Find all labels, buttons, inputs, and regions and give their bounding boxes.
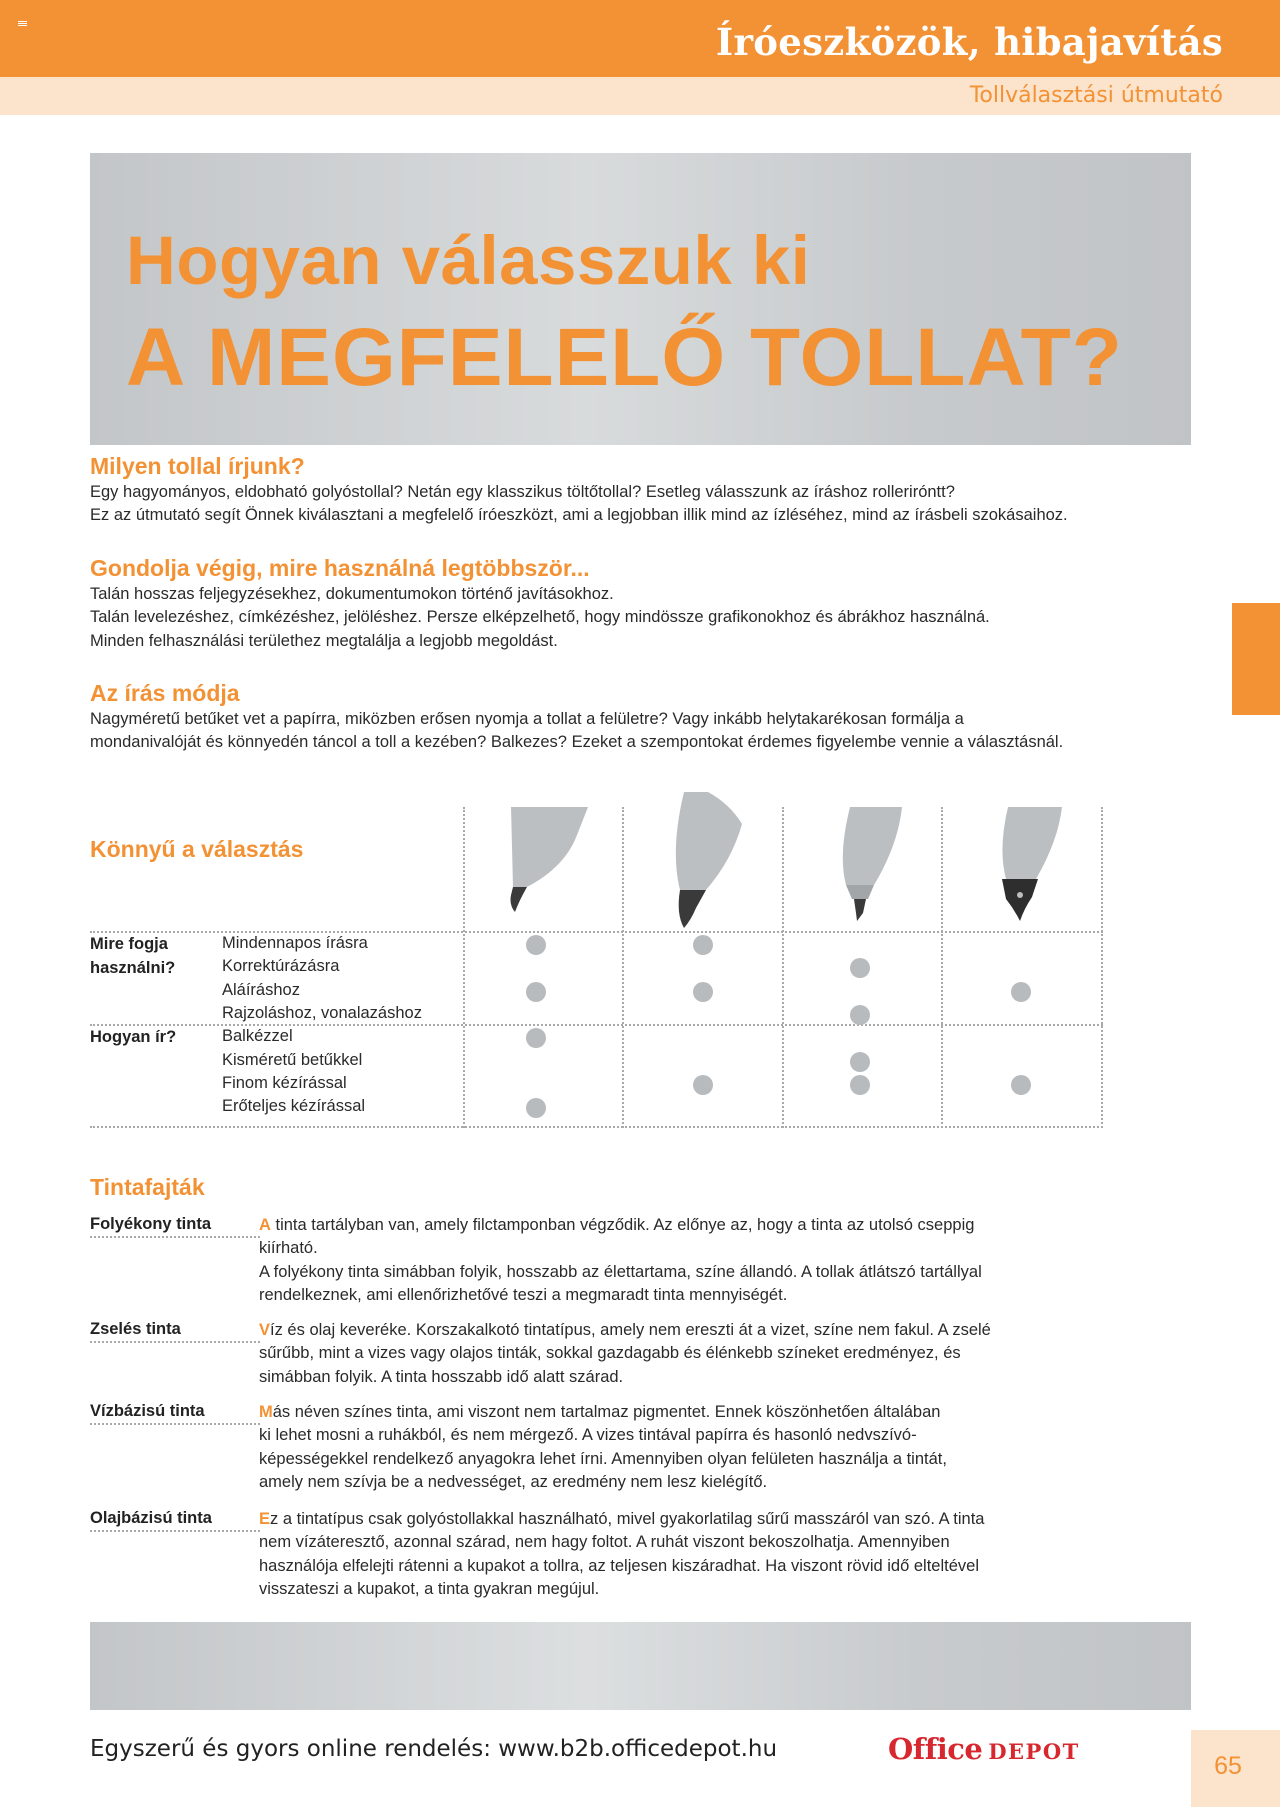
- felt-tip-pen-icon: [662, 790, 754, 930]
- ink-name: Zselés tinta: [90, 1320, 260, 1343]
- section-line: Ez az útmutató segít Önnek kiválasztani a megfelelő íróeszközt, ami a legjobban illik mind az ízléséhez, mind az írásbeli szokásaihoz.: [90, 506, 1068, 525]
- table-divider: [90, 1126, 1103, 1128]
- section-line: Talán hosszas feljegyzésekhez, dokumentumokon történő javításokhoz.: [90, 585, 614, 603]
- selection-dot: [1011, 1075, 1031, 1095]
- section-writing-style: [90, 679, 1130, 755]
- selection-dot: [693, 1075, 713, 1095]
- ink-line: z a tintatípus csak golyóstollakkal használható, mivel gyakorlatilag sűrű masszáról van szó. A tinta: [270, 1510, 985, 1528]
- ink-initial: A: [259, 1216, 271, 1234]
- ink-description: [259, 1508, 1059, 1601]
- hero-banner: [90, 153, 1191, 445]
- row-label: Aláíráshoz: [222, 981, 300, 999]
- menu-icon[interactable]: [18, 21, 27, 26]
- row-label: Rajzoláshoz, vonalazáshoz: [222, 1004, 422, 1022]
- page-subtitle: Tollválasztási útmutató: [969, 83, 1223, 108]
- ink-description: [259, 1319, 1059, 1389]
- ink-initial: M: [259, 1403, 273, 1421]
- row-label: Finom kézírással: [222, 1074, 347, 1092]
- ink-name: Vízbázisú tinta: [90, 1402, 260, 1425]
- hero-line2: A MEGFELELŐ TOLLAT?: [126, 312, 1123, 403]
- group-label-usage: [90, 932, 200, 980]
- header-bar: [0, 0, 1280, 77]
- group-label-text: Mire fogja használni?: [90, 935, 176, 977]
- selection-dot: [693, 935, 713, 955]
- fountain-pen-icon: [990, 805, 1070, 925]
- table-divider: [782, 807, 784, 1128]
- page-number-box: [1191, 1730, 1280, 1807]
- selection-dot: [850, 1075, 870, 1095]
- section-line: Minden felhasználási területhez megtalálja a legjobb megoldást.: [90, 631, 558, 650]
- ink-line: sűrűbb, mint a vizes vagy olajos tinták, sokkal gazdagabb és élénkebb színeket eredményez, és: [259, 1344, 961, 1363]
- selection-dot: [1011, 982, 1031, 1002]
- selection-dot: [526, 935, 546, 955]
- ink-line: visszateszi a kupakot, a tinta gyakran megújul.: [259, 1579, 600, 1598]
- ink-line: amely nem szívja be a nedvességet, az eredmény nem lesz kielégítő.: [259, 1472, 768, 1491]
- ink-line: kiírható.: [259, 1239, 318, 1258]
- section-line: Egy hagyományos, eldobható golyóstollal? Netán egy klasszikus töltőtollal? Esetleg válasszunk az íráshoz rolleriróntt?: [90, 483, 955, 501]
- row-label: Erőteljes kézírással: [222, 1097, 366, 1115]
- table-divider: [622, 807, 624, 1128]
- section-line: Nagyméretű betűket vet a papírra, miközben erősen nyomja a tollat a felületre? Vagy inkább helytakarékosan formálja a: [90, 710, 964, 728]
- subheader-bar: [0, 77, 1280, 115]
- selection-dot: [850, 958, 870, 978]
- ink-name: Olajbázisú tinta: [90, 1509, 260, 1532]
- footer-order-text[interactable]: Egyszerű és gyors online rendelés: www.b2b.officedepot.hu: [90, 1736, 778, 1762]
- row-label: Mindennapos írásra: [222, 934, 368, 952]
- ink-line: íz és olaj keveréke. Korszakalkotó tintatípus, amely nem ereszti át a vizet, színe nem fakul. A zselé: [270, 1321, 991, 1339]
- ink-line: ki lehet mosni a ruhákból, és nem mérgező. A vizes tintával papírra és hasonló nedvszívó-: [259, 1426, 917, 1445]
- logo-office: Office: [888, 1732, 983, 1766]
- section-heading: Gondolja végig, mire használná legtöbbször...: [90, 555, 590, 581]
- page-title: Íróeszközök, hibajavítás: [715, 20, 1223, 64]
- table-divider: [90, 1024, 1103, 1026]
- hero-line1: Hogyan válasszuk ki: [126, 222, 811, 299]
- ink-line: tinta tartályban van, amely filctamponban végződik. Az előnye az, hogy a tinta az utolsó cseppig: [270, 1216, 975, 1234]
- row-label: Korrektúrázásra: [222, 957, 340, 975]
- office-depot-logo: [888, 1732, 1080, 1766]
- logo-depot: DEPOT: [988, 1739, 1080, 1764]
- ink-line: simábban folyik. A tinta hosszabb idő alatt szárad.: [259, 1367, 624, 1386]
- ink-line: rendelkeznek, ami ellenőrizhetővé teszi a megmaradt tinta mennyiségét.: [259, 1285, 788, 1304]
- pen-table-title: Könnyű a választás: [90, 836, 304, 862]
- section-heading: Milyen tollal írjunk?: [90, 453, 305, 479]
- selection-dot: [850, 1052, 870, 1072]
- ink-initial: V: [259, 1321, 271, 1339]
- fineliner-pen-icon: [832, 805, 912, 925]
- ink-description: [259, 1401, 1059, 1494]
- ink-line: A folyékony tinta simábban folyik, hosszabb az élettartama, színe állandó. A tollak átlátszó tartállyal: [259, 1262, 982, 1281]
- selection-dot: [526, 1028, 546, 1048]
- section-line: Talán levelezéshez, címkézéshez, jelöléshez. Persze elképzelhető, hogy mindössze grafikonokhoz és ábrákhoz használná.: [90, 608, 990, 627]
- ink-name: Folyékony tinta: [90, 1215, 260, 1238]
- section-side-tab: [1232, 603, 1280, 715]
- ink-types-title: Tintafajták: [90, 1174, 205, 1200]
- selection-dot: [693, 982, 713, 1002]
- ink-initial: E: [259, 1510, 271, 1528]
- table-divider: [941, 807, 943, 1128]
- ink-line: ás néven színes tinta, ami viszont nem tartalmaz pigmentet. Ennek köszönhetően általában: [272, 1403, 941, 1421]
- footer-banner: [90, 1622, 1191, 1710]
- ink-line: képességekkel rendelkező anyagokra lehet írni. Amennyiben olyan felületen használja a tintát,: [259, 1449, 947, 1468]
- ink-description: [259, 1214, 1059, 1307]
- section-usage: [90, 554, 1130, 653]
- table-divider: [90, 931, 1103, 933]
- group-label-writing: [90, 1025, 176, 1049]
- ink-line: használója elfelejti rátenni a kupakot a tollra, az teljesen kiszáradhat. Ha viszont rövid idő elteltével: [259, 1556, 979, 1575]
- ink-line: nem vízáteresztő, azonnal szárad, nem hagy foltot. A ruhát viszont bekoszolhatja. Amennyiben: [259, 1533, 950, 1552]
- selection-dot: [526, 982, 546, 1002]
- page-number: 65: [1214, 1752, 1242, 1780]
- table-divider: [463, 807, 465, 1128]
- selection-dot: [850, 1005, 870, 1025]
- ballpoint-pen-icon: [505, 805, 595, 920]
- section-which-pen: [90, 452, 1130, 528]
- table-divider: [1101, 807, 1103, 1128]
- row-label: Balkézzel: [222, 1027, 293, 1045]
- section-heading: Az írás módja: [90, 680, 240, 706]
- row-label: Kisméretű betűkkel: [222, 1051, 363, 1069]
- selection-dot: [526, 1098, 546, 1118]
- group-label-text: Hogyan ír?: [90, 1028, 177, 1046]
- section-line: mondanivalóját és könnyedén táncol a toll a kezében? Balkezes? Ezeket a szempontokat érdemes figyelembe vennie a választásnál.: [90, 733, 1064, 752]
